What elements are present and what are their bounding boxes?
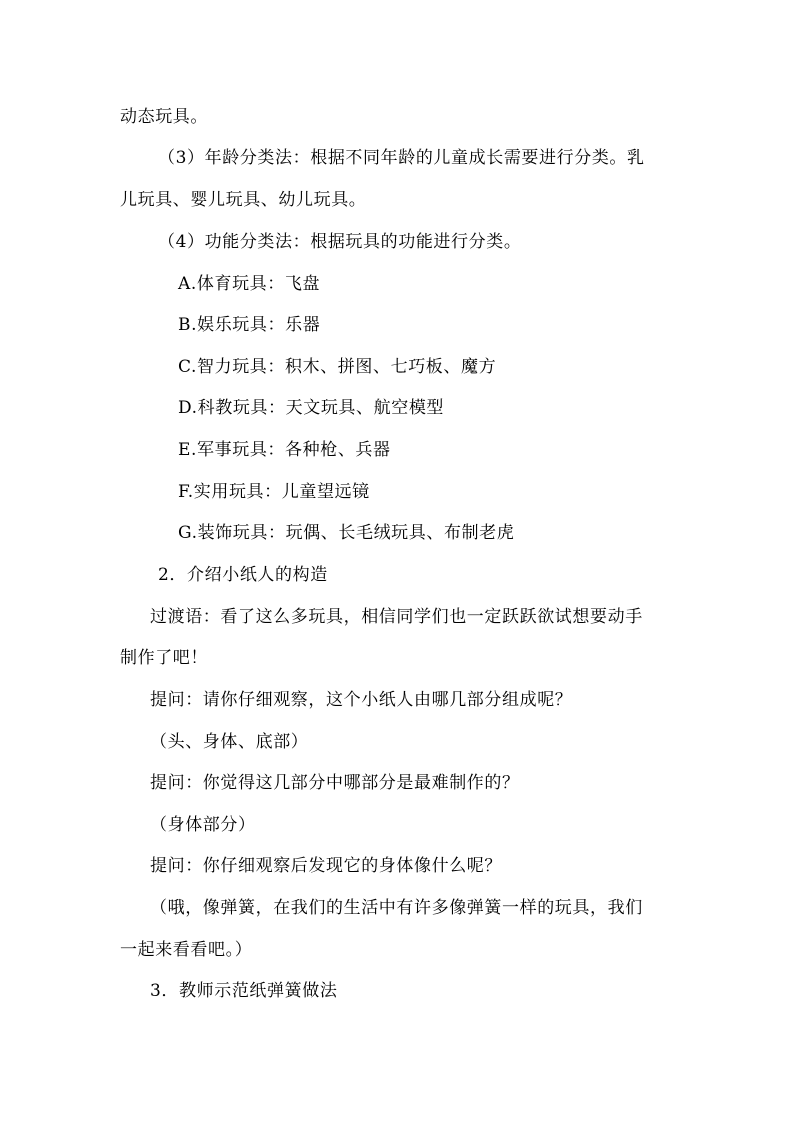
paragraph-line: 过渡语：看了这么多玩具，相信同学们也一定跃跃欲试想要动手 xyxy=(150,607,643,627)
list-item: B.娱乐玩具：乐器 xyxy=(178,315,321,335)
paragraph-line: （哦，像弹簧，在我们的生活中有许多像弹簧一样的玩具，我们 xyxy=(150,898,643,918)
paragraph-line: 提问：你仔细观察后发现它的身体像什么呢？ xyxy=(150,856,502,876)
paragraph-line: 制作了吧！ xyxy=(120,648,208,668)
paragraph-line: 动态玩具。 xyxy=(120,107,208,127)
paragraph-line: （3）年龄分类法：根据不同年龄的儿童成长需要进行分类。乳 xyxy=(158,148,645,168)
paragraph-line: （身体部分） xyxy=(150,815,256,835)
paragraph-line: 一起来看看吧。） xyxy=(120,940,253,960)
list-item: A.体育玩具：飞盘 xyxy=(178,274,321,294)
paragraph-line: 儿玩具、婴儿玩具、幼儿玩具。 xyxy=(120,190,367,210)
paragraph-line: （头、身体、底部） xyxy=(150,732,309,752)
list-item: F.实用玩具：儿童望远镜 xyxy=(178,482,370,502)
list-item: C.智力玩具：积木、拼图、七巧板、魔方 xyxy=(178,357,497,377)
paragraph-line: 提问：请你仔细观察，这个小纸人由哪几部分组成呢？ xyxy=(150,690,573,710)
list-item: E.军事玩具：各种枪、兵器 xyxy=(178,440,391,460)
list-item: D.科教玩具：天文玩具、航空模型 xyxy=(178,398,445,418)
paragraph-line: 提问：你觉得这几部分中哪部分是最难制作的？ xyxy=(150,773,520,793)
section-heading: 3．教师示范纸弹簧做法 xyxy=(150,981,338,1001)
list-item: G.装饰玩具：玩偶、长毛绒玩具、布制老虎 xyxy=(178,523,515,543)
paragraph-line: （4）功能分类法：根据玩具的功能进行分类。 xyxy=(158,232,522,252)
section-heading: 2．介绍小纸人的构造 xyxy=(158,565,328,585)
